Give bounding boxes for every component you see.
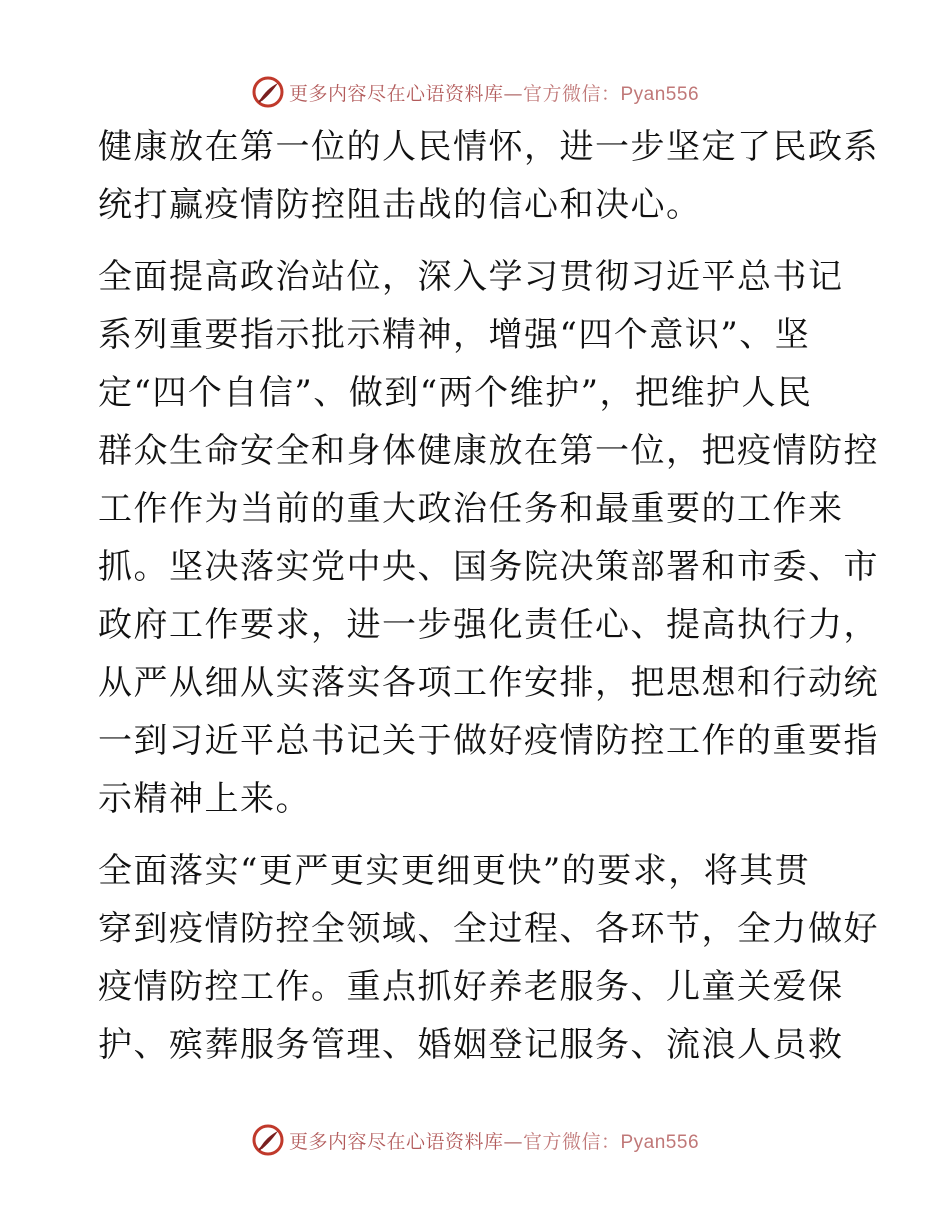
- text-line: 定“四个自信”、做到“两个维护”，把维护人民: [98, 373, 813, 413]
- text-line: 全面提高政治站位，深入学习贯彻习近平总书记: [98, 257, 844, 297]
- text-line: 从严从细从实落实各项工作安排，把思想和行动统: [98, 663, 879, 703]
- text-line: 穿到疫情防控全领域、全过程、各环节，全力做好: [98, 909, 879, 949]
- feather-pen-seal-icon: [251, 75, 285, 109]
- paragraph-gap: [98, 234, 850, 248]
- text-line: 疫情防控工作。重点抓好养老服务、儿童关爱保: [98, 967, 844, 1007]
- feather-pen-seal-icon: [251, 1123, 285, 1157]
- banner-text: [289, 1127, 699, 1154]
- text-line: 健康放在第一位的人民情怀，进一步坚定了民政系: [98, 127, 879, 167]
- page-header-banner: [0, 72, 950, 112]
- paragraph-gap: [98, 828, 850, 842]
- banner-wechat-text: 官方微信：Pyan556: [523, 1131, 700, 1153]
- banner-lead-text: 更多内容尽在心语资料库: [288, 1130, 504, 1153]
- text-line: 工作作为当前的重大政治任务和最重要的工作来: [98, 489, 844, 529]
- banner-dash: —: [503, 1130, 523, 1153]
- text-line: 抓。坚决落实党中央、国务院决策部署和市委、市: [98, 547, 879, 587]
- banner-dash: —: [503, 82, 523, 105]
- banner-wechat-text: 官方微信：Pyan556: [523, 83, 700, 105]
- text-line: 护、殡葬服务管理、婚姻登记服务、流浪人员救: [98, 1025, 844, 1065]
- paragraph-2: [98, 248, 879, 828]
- text-line: 一到习近平总书记关于做好疫情防控工作的重要指: [98, 721, 879, 761]
- banner-text: [289, 79, 699, 106]
- text-line: 群众生命安全和身体健康放在第一位，把疫情防控: [98, 431, 879, 471]
- text-line: 系列重要指示批示精神，增强“四个意识”、坚: [98, 315, 811, 355]
- text-line: 全面落实“更严更实更细更快”的要求，将其贯: [98, 851, 811, 891]
- page-footer-banner: [0, 1120, 950, 1160]
- text-line: 示精神上来。: [98, 779, 311, 819]
- paragraph-3: [98, 842, 879, 1074]
- document-body: [98, 118, 879, 1074]
- paragraph-1: [98, 118, 879, 234]
- banner-lead-text: 更多内容尽在心语资料库: [288, 82, 504, 105]
- text-line: 政府工作要求，进一步强化责任心、提高执行力，: [98, 605, 879, 645]
- text-line: 统打赢疫情防控阻击战的信心和决心。: [98, 185, 702, 225]
